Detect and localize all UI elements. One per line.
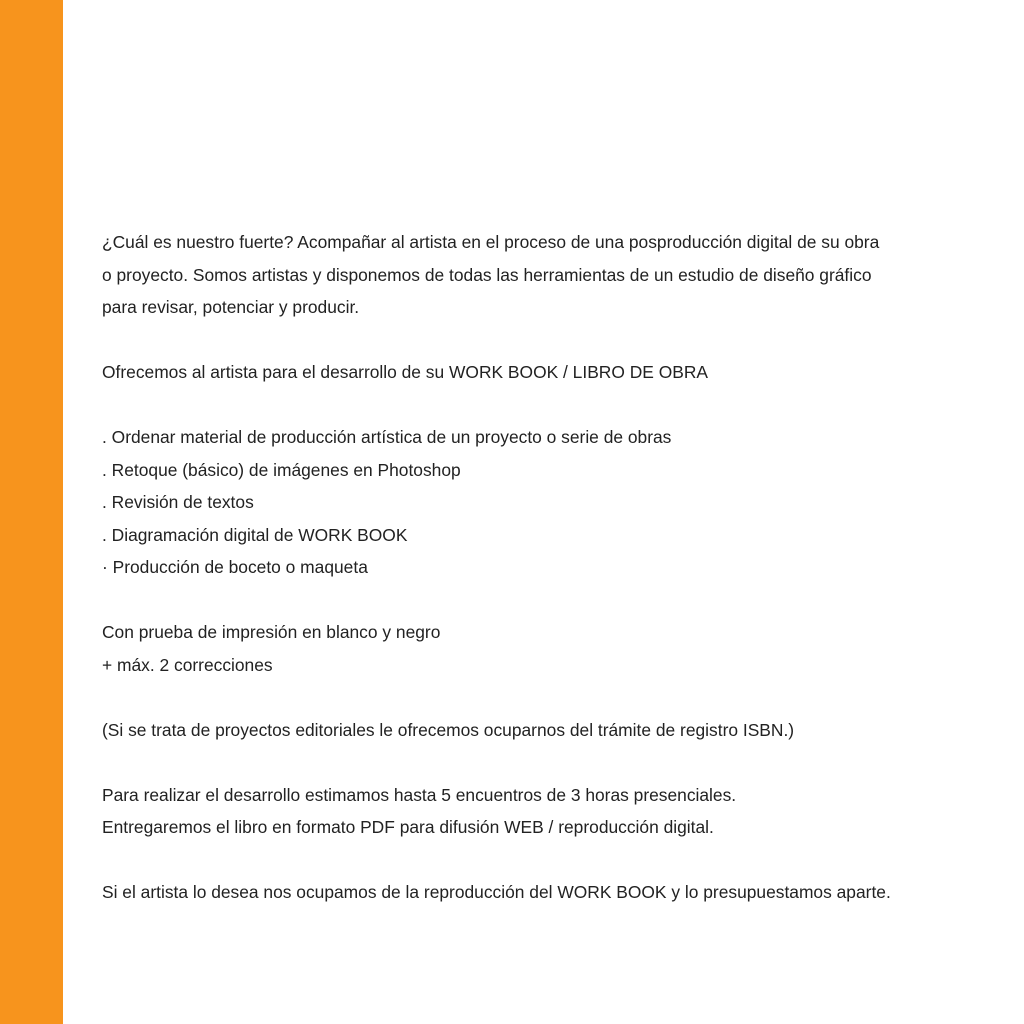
offer-heading: Ofrecemos al artista para el desarrollo de su WORK BOOK / LIBRO DE OBRA: [102, 362, 708, 382]
service-item: . Retoque (básico) de imágenes en Photoshop: [102, 459, 461, 480]
service-item: . Revisión de textos: [102, 492, 254, 512]
intro-line-2: o proyecto. Somos artistas y disponemos de todas las herramientas de un estudio de diseño gráfico: [102, 264, 872, 285]
intro-line-1: ¿Cuál es nuestro fuerte? Acompañar al artista en el proceso de una posproducción digital de su obra: [102, 232, 880, 252]
corrections-text: + máx. 2 correcciones: [102, 654, 273, 675]
meetings-text: Para realizar el desarrollo estimamos hasta 5 encuentros de 3 horas presenciales.: [102, 784, 737, 805]
delivery-text: Entregaremos el libro en formato PDF para difusión WEB / reproducción digital.: [102, 817, 714, 837]
reproduction-text: Si el artista lo desea nos ocupamos de la reproducción del WORK BOOK y lo presupuestamos aparte.: [102, 882, 891, 902]
service-item: . Ordenar material de producción artística de un proyecto o serie de obras: [102, 427, 672, 447]
service-item: . Diagramación digital de WORK BOOK: [102, 524, 408, 545]
isbn-note: (Si se trata de proyectos editoriales le ofrecemos ocuparnos del trámite de registro ISBN.): [102, 719, 795, 740]
intro-line-3: para revisar, potenciar y producir.: [102, 297, 360, 317]
orange-side-bar: [0, 0, 63, 1024]
print-proof-text: Con prueba de impresión en blanco y negro: [102, 622, 441, 642]
service-item: · Producción de boceto o maqueta: [102, 557, 368, 577]
document-body: [102, 226, 932, 909]
